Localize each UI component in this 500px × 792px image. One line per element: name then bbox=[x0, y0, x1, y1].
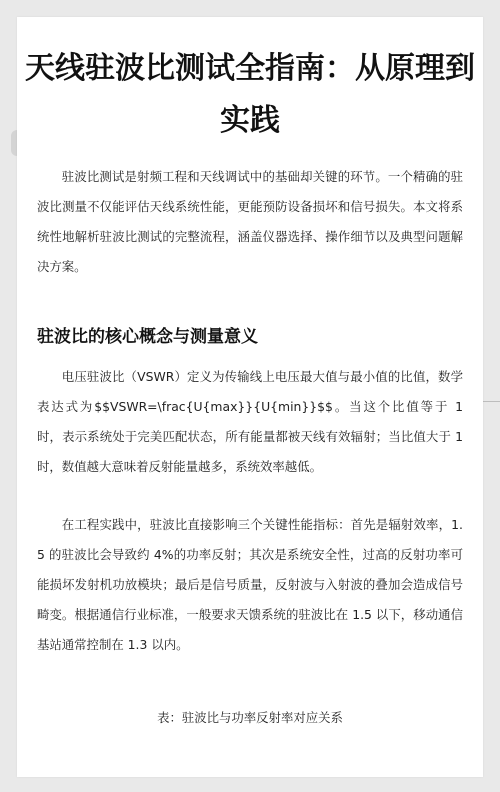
body-paragraph-2: 在工程实践中，驻波比直接影响三个关键性能指标：首先是辐射效率，1.5 的驻波比会导致约 4%的功率反射；其次是系统安全性，过高的反射功率可能损坏发射机功放模块；最后是信号质量，反射波与入射波的叠加会造成信号畸变。根据通信行业标准，一般要求天馈系统的驻波比在 1.5 以下，移动通信基站通常控制在 1.3 以内。 bbox=[37, 517, 463, 652]
intro-paragraph: 驻波比测试是射频工程和天线调试中的基础却关键的环节。一个精确的驻波比测量不仅能评估天线系统性能，更能预防设备损坏和信号损失。本文将系统性地解析驻波比测试的完整流程，涵盖仪器选择、操作细节以及典型问题解决方案。 bbox=[37, 169, 463, 274]
document-page bbox=[17, 17, 483, 777]
table-caption: 表：驻波比与功率反射率对应关系 bbox=[157, 710, 343, 725]
page-edge-rule bbox=[483, 401, 500, 402]
body-paragraph-1: 电压驻波比（VSWR）定义为传输线上电压最大值与最小值的比值，数学表达式为$$VSWR=\frac{U{max}}{U{min}}$$。当这个比值等于 1 时，表示系统处于完美匹配状态，所有能量都被天线有效辐射；当比值大于 1 时，数值越大意味着反射能量越多，系统效率越低。 bbox=[37, 369, 463, 474]
section-heading: 驻波比的核心概念与测量意义 bbox=[37, 327, 258, 347]
article-title: 天线驻波比测试全指南：从原理到实践 bbox=[25, 51, 475, 138]
